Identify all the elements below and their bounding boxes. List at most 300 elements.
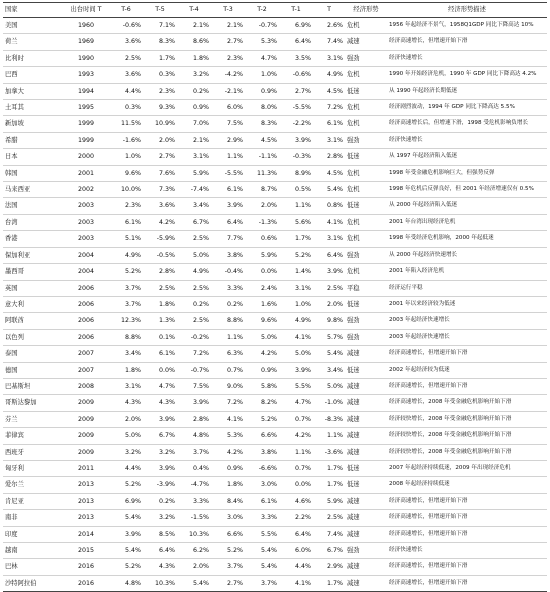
- cell-description: 经济高速增长，但增速开始下滑: [387, 575, 547, 591]
- cell-t-minus-5: 0.2%: [143, 493, 177, 509]
- cell-t-minus-4: 4.9%: [177, 264, 211, 280]
- cell-t-minus-6: 3.9%: [109, 526, 143, 542]
- cell-t-minus-3: 0.9%: [211, 460, 245, 476]
- cell-t: 3.1%: [313, 231, 345, 247]
- cell-t: 7.4%: [313, 526, 345, 542]
- cell-t-minus-3: 3.3%: [211, 280, 245, 296]
- cell-t-minus-6: 2.0%: [109, 411, 143, 427]
- table-body: [3, 18, 547, 592]
- cell-year: 1969: [63, 34, 109, 50]
- cell-country: 希腊: [3, 132, 63, 148]
- cell-t-minus-3: 0.7%: [211, 362, 245, 378]
- cell-t-minus-2: 3.0%: [245, 477, 279, 493]
- cell-t-minus-1: 5.5%: [279, 378, 313, 394]
- header-t-minus-6: T-6: [109, 3, 143, 18]
- cell-t-minus-3: 5.2%: [211, 543, 245, 559]
- cell-t-minus-5: -5.9%: [143, 231, 177, 247]
- cell-country: 加拿大: [3, 83, 63, 99]
- cell-t-minus-5: 3.9%: [143, 411, 177, 427]
- cell-description: 2001 年台湾出现经济危机: [387, 214, 547, 230]
- cell-t-minus-5: 3.6%: [143, 198, 177, 214]
- cell-t-minus-6: 3.4%: [109, 346, 143, 362]
- cell-situation: 低迷: [345, 460, 387, 476]
- cell-description: 2001 年以来经济较为低迷: [387, 296, 547, 312]
- cell-situation: 低迷: [345, 198, 387, 214]
- cell-t: 3.1%: [313, 50, 345, 66]
- cell-description: 经济快速增长: [387, 50, 547, 66]
- table-row: [3, 296, 547, 312]
- cell-situation: 低迷: [345, 477, 387, 493]
- cell-t-minus-5: 10.9%: [143, 116, 177, 132]
- cell-t-minus-1: 4.2%: [279, 428, 313, 444]
- cell-t-minus-4: 8.6%: [177, 34, 211, 50]
- cell-t-minus-5: -3.9%: [143, 477, 177, 493]
- cell-country: 新加坡: [3, 116, 63, 132]
- cell-t: 2.5%: [313, 510, 345, 526]
- cell-t: 2.5%: [313, 280, 345, 296]
- header-situation-description: 经济形势描述: [387, 3, 547, 18]
- cell-t-minus-2: 4.5%: [245, 132, 279, 148]
- cell-t-minus-5: 4.3%: [143, 395, 177, 411]
- table-row: [3, 264, 547, 280]
- cell-t-minus-5: 7.3%: [143, 182, 177, 198]
- cell-t-minus-5: 2.7%: [143, 149, 177, 165]
- table-row: [3, 460, 547, 476]
- cell-t-minus-2: 8.3%: [245, 116, 279, 132]
- cell-t-minus-6: 4.3%: [109, 395, 143, 411]
- cell-country: 墨西哥: [3, 264, 63, 280]
- cell-country: 意大利: [3, 296, 63, 312]
- cell-t-minus-5: 6.1%: [143, 346, 177, 362]
- cell-country: 台湾: [3, 214, 63, 230]
- cell-t-minus-3: 7.5%: [211, 116, 245, 132]
- cell-t: 2.9%: [313, 559, 345, 575]
- header-t-minus-2: T-2: [245, 3, 279, 18]
- cell-situation: 减速: [345, 575, 387, 591]
- table-row: [3, 510, 547, 526]
- cell-year: 2003: [63, 231, 109, 247]
- cell-t-minus-2: 3.8%: [245, 444, 279, 460]
- cell-t-minus-5: 8.5%: [143, 526, 177, 542]
- cell-country: 比利时: [3, 50, 63, 66]
- cell-t-minus-5: 6.7%: [143, 428, 177, 444]
- cell-t-minus-3: 4.2%: [211, 444, 245, 460]
- cell-t-minus-4: 3.1%: [177, 149, 211, 165]
- cell-year: 2009: [63, 411, 109, 427]
- cell-description: 2003 年起经济快速增长: [387, 329, 547, 345]
- cell-situation: 平稳: [345, 280, 387, 296]
- cell-year: 2004: [63, 264, 109, 280]
- cell-t-minus-2: 5.8%: [245, 378, 279, 394]
- header-row: [3, 3, 547, 18]
- cell-t-minus-1: 0.7%: [279, 411, 313, 427]
- cell-t-minus-1: 0.5%: [279, 182, 313, 198]
- cell-description: 从 1990 年起经济长期低迷: [387, 83, 547, 99]
- cell-t-minus-4: 3.3%: [177, 493, 211, 509]
- cell-situation: 低迷: [345, 296, 387, 312]
- cell-description: 2007 年起经济持续低迷，2009 年出现经济危机: [387, 460, 547, 476]
- cell-year: 1960: [63, 18, 109, 34]
- cell-t-minus-3: 3.9%: [211, 198, 245, 214]
- header-t-minus-1: T-1: [279, 3, 313, 18]
- cell-situation: 减速: [345, 559, 387, 575]
- table-row: [3, 247, 547, 263]
- cell-situation: 危机: [345, 100, 387, 116]
- cell-t: 3.1%: [313, 132, 345, 148]
- cell-t-minus-3: 3.8%: [211, 247, 245, 263]
- cell-description: 经济高速增长，但增速开始下滑: [387, 559, 547, 575]
- cell-year: 1993: [63, 67, 109, 83]
- cell-t-minus-3: 6.1%: [211, 182, 245, 198]
- cell-description: 1998 年受金融危机影响巨大，但强势反弹: [387, 165, 547, 181]
- cell-description: 经济剧烈波动，1994 年 GDP 同比下降高达 5.5%: [387, 100, 547, 116]
- cell-t: 6.7%: [313, 543, 345, 559]
- cell-t: 2.6%: [313, 18, 345, 34]
- cell-t-minus-1: 4.6%: [279, 493, 313, 509]
- cell-situation: 强劲: [345, 329, 387, 345]
- cell-year: 2013: [63, 510, 109, 526]
- cell-situation: 危机: [345, 231, 387, 247]
- cell-year: 2015: [63, 543, 109, 559]
- table-row: [3, 149, 547, 165]
- cell-country: 泰国: [3, 346, 63, 362]
- cell-t-minus-2: 5.4%: [245, 559, 279, 575]
- cell-t-minus-4: 2.5%: [177, 231, 211, 247]
- cell-t-minus-4: -4.7%: [177, 477, 211, 493]
- cell-t-minus-5: 1.8%: [143, 296, 177, 312]
- table-row: [3, 198, 547, 214]
- cell-description: 经济高速增长，2008 年受金融危机影响开始下滑: [387, 395, 547, 411]
- data-table: [3, 2, 547, 592]
- cell-situation: 强劲: [345, 132, 387, 148]
- cell-t-minus-4: 0.2%: [177, 296, 211, 312]
- cell-t-minus-3: 4.1%: [211, 411, 245, 427]
- cell-t-minus-4: 1.8%: [177, 50, 211, 66]
- cell-t-minus-6: 3.1%: [109, 378, 143, 394]
- table-row: [3, 67, 547, 83]
- cell-description: 经济高速增长，但增速开始下滑: [387, 378, 547, 394]
- cell-situation: 减速: [345, 526, 387, 542]
- cell-country: 法国: [3, 198, 63, 214]
- cell-country: 香港: [3, 231, 63, 247]
- header-country: 国家: [3, 3, 63, 18]
- cell-t-minus-2: 5.9%: [245, 247, 279, 263]
- table-row: [3, 165, 547, 181]
- cell-situation: 减速: [345, 395, 387, 411]
- cell-t-minus-5: 3.9%: [143, 460, 177, 476]
- table-row: [3, 395, 547, 411]
- table-row: [3, 132, 547, 148]
- header-t-minus-5: T-5: [143, 3, 177, 18]
- cell-t-minus-5: 2.0%: [143, 132, 177, 148]
- cell-t: 6.4%: [313, 247, 345, 263]
- cell-t-minus-3: 8.8%: [211, 313, 245, 329]
- cell-t-minus-5: -0.5%: [143, 247, 177, 263]
- cell-t-minus-1: -0.3%: [279, 149, 313, 165]
- cell-country: 韩国: [3, 165, 63, 181]
- cell-t-minus-6: 10.0%: [109, 182, 143, 198]
- cell-t-minus-4: 5.4%: [177, 575, 211, 591]
- cell-t: 5.0%: [313, 378, 345, 394]
- cell-description: 经济较快增长，2008 年受金融危机影响开始下滑: [387, 411, 547, 427]
- cell-t-minus-6: 1.8%: [109, 362, 143, 378]
- cell-country: 巴基斯坦: [3, 378, 63, 394]
- cell-t-minus-6: 1.0%: [109, 149, 143, 165]
- cell-t-minus-4: 7.5%: [177, 378, 211, 394]
- cell-situation: 减速: [345, 444, 387, 460]
- cell-country: 哥斯达黎加: [3, 395, 63, 411]
- cell-t-minus-2: 2.4%: [245, 280, 279, 296]
- cell-t-minus-1: 4.1%: [279, 575, 313, 591]
- cell-t: 5.4%: [313, 182, 345, 198]
- cell-year: 2001: [63, 165, 109, 181]
- cell-description: 经济高速增长，但增速开始下滑: [387, 510, 547, 526]
- cell-t-minus-5: 6.4%: [143, 543, 177, 559]
- cell-t-minus-2: 5.4%: [245, 543, 279, 559]
- cell-t-minus-3: -0.4%: [211, 264, 245, 280]
- cell-t-minus-3: 3.7%: [211, 559, 245, 575]
- header-t: T: [313, 3, 345, 18]
- table-row: [3, 543, 547, 559]
- table-row: [3, 231, 547, 247]
- header-t-minus-4: T-4: [177, 3, 211, 18]
- cell-t-minus-3: 9.0%: [211, 378, 245, 394]
- cell-t: 1.7%: [313, 460, 345, 476]
- cell-country: 沙特阿拉伯: [3, 575, 63, 591]
- cell-t-minus-1: 2.2%: [279, 510, 313, 526]
- cell-country: 德国: [3, 362, 63, 378]
- cell-situation: 减速: [345, 411, 387, 427]
- cell-description: 经济高速增长，但增速开始下滑: [387, 34, 547, 50]
- cell-year: 2016: [63, 559, 109, 575]
- cell-t-minus-5: 3.2%: [143, 510, 177, 526]
- cell-t-minus-6: 2.3%: [109, 198, 143, 214]
- cell-country: 土耳其: [3, 100, 63, 116]
- cell-t-minus-1: 2.7%: [279, 83, 313, 99]
- cell-t-minus-3: 6.6%: [211, 526, 245, 542]
- cell-country: 保加利亚: [3, 247, 63, 263]
- cell-t-minus-6: 2.5%: [109, 50, 143, 66]
- cell-description: 1990 年开始经济危机，1990 年 GDP 同比下降高达 4.2%: [387, 67, 547, 83]
- cell-country: 巴林: [3, 559, 63, 575]
- cell-t-minus-2: 5.2%: [245, 411, 279, 427]
- cell-t: 5.4%: [313, 346, 345, 362]
- cell-t-minus-5: 1.3%: [143, 313, 177, 329]
- cell-year: 1999: [63, 132, 109, 148]
- cell-t-minus-4: 2.5%: [177, 313, 211, 329]
- cell-t: -1.0%: [313, 395, 345, 411]
- cell-t-minus-4: 2.1%: [177, 132, 211, 148]
- cell-year: 2006: [63, 296, 109, 312]
- cell-t-minus-3: 7.2%: [211, 395, 245, 411]
- cell-t-minus-5: 4.3%: [143, 559, 177, 575]
- cell-t-minus-4: 2.5%: [177, 280, 211, 296]
- cell-situation: 危机: [345, 264, 387, 280]
- cell-t-minus-5: 2.5%: [143, 280, 177, 296]
- table-row: [3, 214, 547, 230]
- cell-t-minus-6: 6.1%: [109, 214, 143, 230]
- cell-year: 1999: [63, 116, 109, 132]
- table-row: [3, 444, 547, 460]
- cell-t-minus-3: 3.0%: [211, 510, 245, 526]
- cell-t-minus-4: -7.4%: [177, 182, 211, 198]
- cell-t-minus-5: 0.3%: [143, 67, 177, 83]
- cell-t: 5.9%: [313, 493, 345, 509]
- cell-t-minus-3: 1.8%: [211, 477, 245, 493]
- cell-t-minus-2: 3.7%: [245, 575, 279, 591]
- cell-t-minus-4: 2.8%: [177, 411, 211, 427]
- cell-t-minus-2: 8.7%: [245, 182, 279, 198]
- cell-situation: 减速: [345, 493, 387, 509]
- cell-description: 2002 年起经济较为低迷: [387, 362, 547, 378]
- cell-t-minus-4: 5.0%: [177, 247, 211, 263]
- cell-t-minus-1: 0.7%: [279, 460, 313, 476]
- cell-situation: 减速: [345, 428, 387, 444]
- cell-t-minus-1: 1.0%: [279, 296, 313, 312]
- cell-t-minus-2: 6.1%: [245, 493, 279, 509]
- cell-description: 1998 年受经济危机影响，2000 年起低迷: [387, 231, 547, 247]
- cell-t-minus-6: -0.6%: [109, 18, 143, 34]
- cell-country: 芬兰: [3, 411, 63, 427]
- cell-t-minus-3: 8.4%: [211, 493, 245, 509]
- cell-situation: 减速: [345, 346, 387, 362]
- cell-t-minus-5: 9.3%: [143, 100, 177, 116]
- cell-t: 2.0%: [313, 296, 345, 312]
- table-row: [3, 493, 547, 509]
- cell-situation: 低迷: [345, 83, 387, 99]
- cell-t-minus-4: 2.0%: [177, 559, 211, 575]
- table-row: [3, 378, 547, 394]
- cell-t-minus-6: 5.2%: [109, 264, 143, 280]
- cell-country: 西班牙: [3, 444, 63, 460]
- header-t-minus-3: T-3: [211, 3, 245, 18]
- cell-t-minus-6: 3.7%: [109, 296, 143, 312]
- table-row: [3, 280, 547, 296]
- cell-t-minus-4: 7.0%: [177, 116, 211, 132]
- cell-situation: 低迷: [345, 149, 387, 165]
- cell-t-minus-5: 1.7%: [143, 50, 177, 66]
- cell-t-minus-6: 3.6%: [109, 67, 143, 83]
- cell-t: 4.5%: [313, 83, 345, 99]
- cell-country: 匈牙利: [3, 460, 63, 476]
- cell-t-minus-5: 0.1%: [143, 329, 177, 345]
- cell-t: 4.1%: [313, 214, 345, 230]
- table-row: [3, 477, 547, 493]
- cell-year: 1990: [63, 50, 109, 66]
- cell-situation: 减速: [345, 510, 387, 526]
- cell-t-minus-2: 0.9%: [245, 362, 279, 378]
- cell-year: 1995: [63, 100, 109, 116]
- cell-t-minus-2: 5.3%: [245, 34, 279, 50]
- table-row: [3, 526, 547, 542]
- cell-t-minus-6: 3.2%: [109, 444, 143, 460]
- cell-t-minus-6: 0.3%: [109, 100, 143, 116]
- cell-year: 2004: [63, 247, 109, 263]
- cell-situation: 强劲: [345, 313, 387, 329]
- header-economic-situation: 经济形势: [345, 3, 387, 18]
- cell-t-minus-1: 6.0%: [279, 543, 313, 559]
- cell-t-minus-2: -1.1%: [245, 149, 279, 165]
- cell-t-minus-1: 1.1%: [279, 444, 313, 460]
- cell-t-minus-3: -4.2%: [211, 67, 245, 83]
- table-row: [3, 559, 547, 575]
- cell-t-minus-4: 3.2%: [177, 67, 211, 83]
- cell-t-minus-1: 3.5%: [279, 50, 313, 66]
- cell-t-minus-6: 4.4%: [109, 83, 143, 99]
- cell-t-minus-1: 3.1%: [279, 280, 313, 296]
- cell-t-minus-3: -2.1%: [211, 83, 245, 99]
- cell-t-minus-4: 3.9%: [177, 395, 211, 411]
- cell-t: -8.3%: [313, 411, 345, 427]
- cell-description: 从 2000 年起经济快速增长: [387, 247, 547, 263]
- cell-t-minus-2: 3.3%: [245, 510, 279, 526]
- cell-t-minus-6: 12.3%: [109, 313, 143, 329]
- cell-t-minus-3: 6.0%: [211, 100, 245, 116]
- cell-t-minus-6: 4.9%: [109, 247, 143, 263]
- cell-t-minus-2: -0.7%: [245, 18, 279, 34]
- cell-t-minus-2: 4.2%: [245, 346, 279, 362]
- cell-t-minus-4: 2.1%: [177, 18, 211, 34]
- cell-year: 2000: [63, 149, 109, 165]
- cell-t: 3.4%: [313, 362, 345, 378]
- cell-year: 2006: [63, 329, 109, 345]
- cell-t-minus-1: 4.1%: [279, 329, 313, 345]
- table-row: [3, 50, 547, 66]
- cell-description: 经济高速增长，但增速开始下滑: [387, 526, 547, 542]
- table-row: [3, 346, 547, 362]
- cell-t: 1.1%: [313, 428, 345, 444]
- cell-t-minus-5: 3.2%: [143, 444, 177, 460]
- table-row: [3, 18, 547, 34]
- cell-situation: 危机: [345, 214, 387, 230]
- cell-country: 南非: [3, 510, 63, 526]
- cell-year: 2002: [63, 182, 109, 198]
- cell-t-minus-6: 11.5%: [109, 116, 143, 132]
- cell-country: 阿联酋: [3, 313, 63, 329]
- cell-t-minus-6: 5.0%: [109, 428, 143, 444]
- cell-t-minus-3: 2.9%: [211, 132, 245, 148]
- cell-t-minus-6: -1.6%: [109, 132, 143, 148]
- cell-t-minus-2: 6.6%: [245, 428, 279, 444]
- cell-t-minus-3: 2.7%: [211, 34, 245, 50]
- cell-t-minus-6: 3.7%: [109, 280, 143, 296]
- table-row: [3, 182, 547, 198]
- header-issue-time: 出台时间 T: [63, 3, 109, 18]
- table-row: [3, 100, 547, 116]
- table-row: [3, 411, 547, 427]
- cell-year: 2013: [63, 477, 109, 493]
- cell-description: 经济较快增长，2008 年受金融危机影响开始下滑: [387, 444, 547, 460]
- cell-t-minus-1: -5.5%: [279, 100, 313, 116]
- cell-t-minus-6: 5.1%: [109, 231, 143, 247]
- cell-t: 6.1%: [313, 116, 345, 132]
- cell-t-minus-4: 0.2%: [177, 83, 211, 99]
- cell-situation: 减速: [345, 378, 387, 394]
- cell-t: 7.2%: [313, 100, 345, 116]
- cell-year: 2007: [63, 362, 109, 378]
- cell-t-minus-4: 0.4%: [177, 460, 211, 476]
- cell-t-minus-3: 6.3%: [211, 346, 245, 362]
- cell-t-minus-3: 5.3%: [211, 428, 245, 444]
- cell-t-minus-1: 5.0%: [279, 346, 313, 362]
- cell-situation: 减速: [345, 34, 387, 50]
- table-row: [3, 116, 547, 132]
- cell-country: 日本: [3, 149, 63, 165]
- cell-t: 2.8%: [313, 149, 345, 165]
- cell-t-minus-2: 5.0%: [245, 329, 279, 345]
- cell-t: 0.8%: [313, 198, 345, 214]
- cell-t-minus-6: 4.4%: [109, 460, 143, 476]
